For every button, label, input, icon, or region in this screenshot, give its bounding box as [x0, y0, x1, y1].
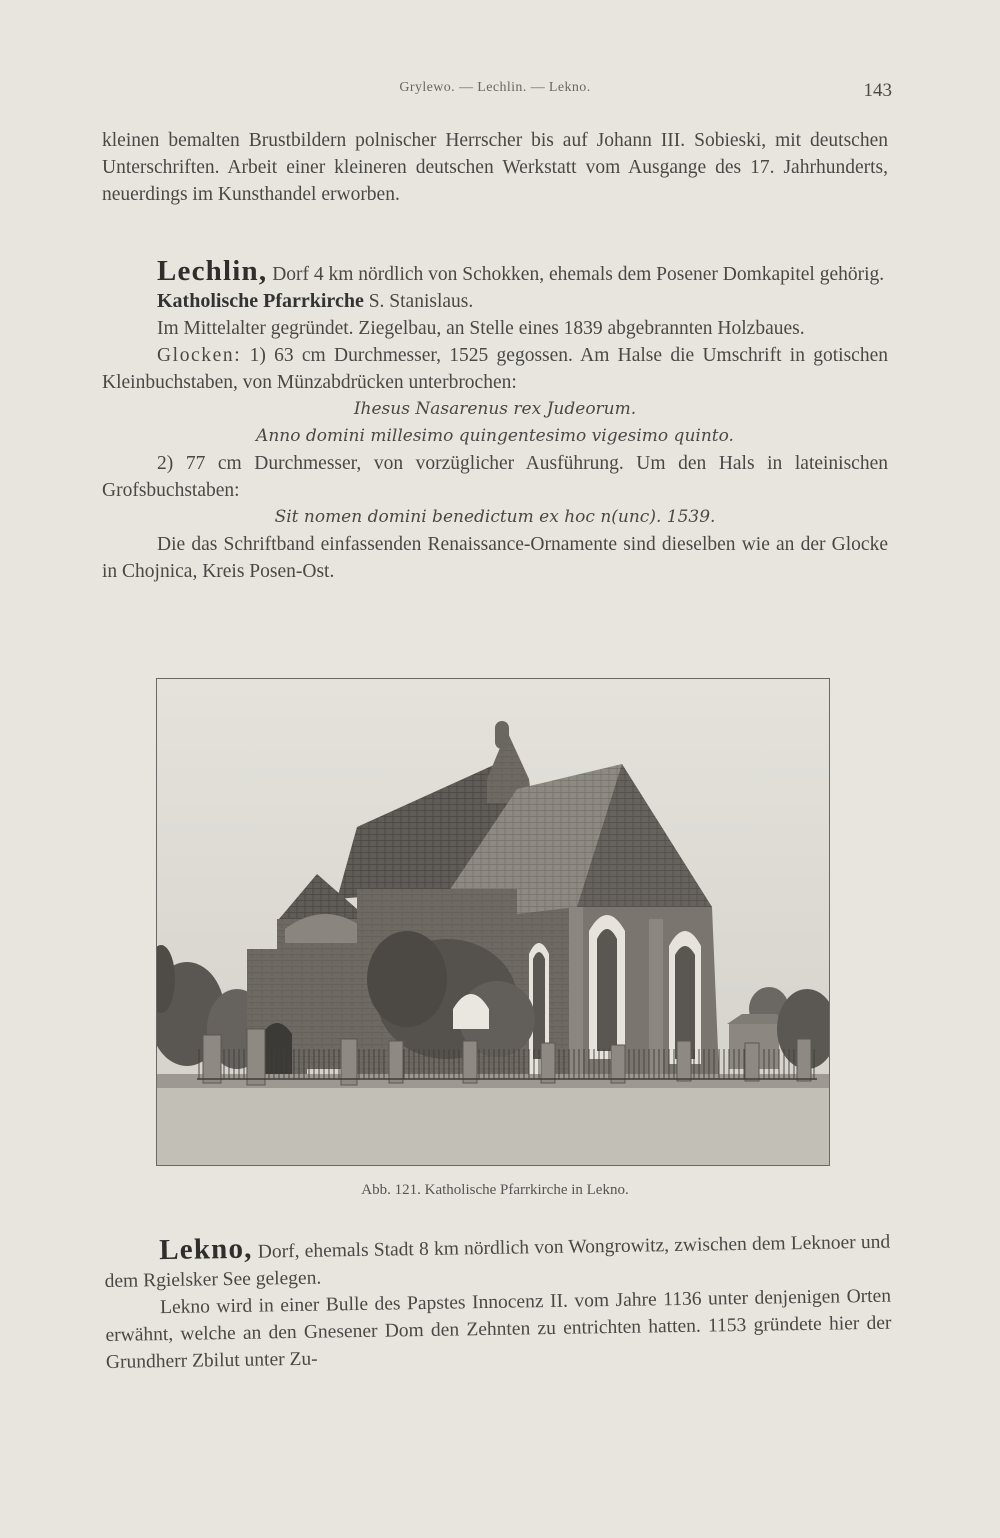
- inscription-1-line-2: Anno domini millesimo quingentesimo vigesimo quinto.: [256, 426, 734, 446]
- lechlin-history: Im Mittelalter gegründet. Ziegelbau, an Stelle eines 1839 abgebrannten Holzbaues.: [157, 318, 805, 339]
- bell-2-paragraph: 2) 77 cm Durchmesser, von vorzüglicher Ausführung. Um den Hals in lateinischen Grofsbuchstaben:: [102, 453, 888, 501]
- church-dedication: S. Stanislaus.: [363, 291, 474, 312]
- bell-1-paragraph: [102, 342, 888, 396]
- lekno-heading: Lekno,: [158, 1232, 253, 1267]
- bells-label: Glocken:: [157, 345, 242, 366]
- fence: [197, 1049, 817, 1079]
- running-head: Grylewo. — Lechlin. — Lekno.: [399, 80, 591, 95]
- lekno-entry: [104, 1226, 892, 1376]
- page-number: 143: [863, 80, 892, 101]
- church-heading: Katholische Pfarrkirche: [157, 290, 364, 312]
- inscription-1-line-1: Ihesus Nasarenus rex Judeorum.: [353, 399, 637, 419]
- turret: [495, 721, 509, 749]
- road: [157, 1084, 829, 1165]
- ornament-note: Die das Schriftband einfassenden Renaissance-Ornamente sind dieselben wie an der Glocke in Chojnica, Kreis Posen-Ost.: [102, 534, 888, 582]
- figure-caption: Abb. 121. Katholische Pfarrkirche in Lekno.: [361, 1182, 629, 1198]
- church-line: [102, 288, 888, 315]
- lechlin-entry: [102, 255, 888, 585]
- lechlin-heading: Lechlin,: [157, 255, 268, 287]
- lechlin-lead: Dorf 4 km nördlich von Schokken, ehemals dem Posener Domkapitel gehörig.: [267, 264, 885, 285]
- lekno-history: Lekno wird in einer Bulle des Papstes Innocenz II. vom Jahre 1136 unter denjenigen Orten erwähnt, welche an den Gnesener Dom den Zehnten zu entrichten hatten. 1153 gründete hier der Grundherr Zbilut unter Zu-: [105, 1285, 892, 1373]
- inscription-2: Sit nomen domini benedictum ex hoc n(unc). 1539.: [274, 507, 716, 527]
- intro-paragraph: [102, 127, 888, 208]
- intro-text: kleinen bemalten Brustbildern polnischer Herrscher bis auf Johann III. Sobieski, mit deutschen Unterschriften. Arbeit einer kleineren deutschen Werkstatt vom Ausgange des 17. Jahrhunderts, neuerdings im Kunsthandel erworben.: [102, 130, 888, 205]
- church-illustration: [157, 679, 829, 1165]
- lekno-lead: Dorf, ehemals Stadt 8 km nördlich von Wongrowitz, zwischen dem Leknoer und dem Rgielsker See gelegen.: [104, 1231, 891, 1292]
- church-photograph: [156, 678, 830, 1166]
- lechlin-lead-paragraph: [102, 255, 888, 288]
- bell-1-text: 1) 63 cm Durchmesser, 1525 gegossen. Am Halse die Umschrift in gotischen Kleinbuchstaben, von Münzabdrücken unterbrochen:: [102, 345, 888, 393]
